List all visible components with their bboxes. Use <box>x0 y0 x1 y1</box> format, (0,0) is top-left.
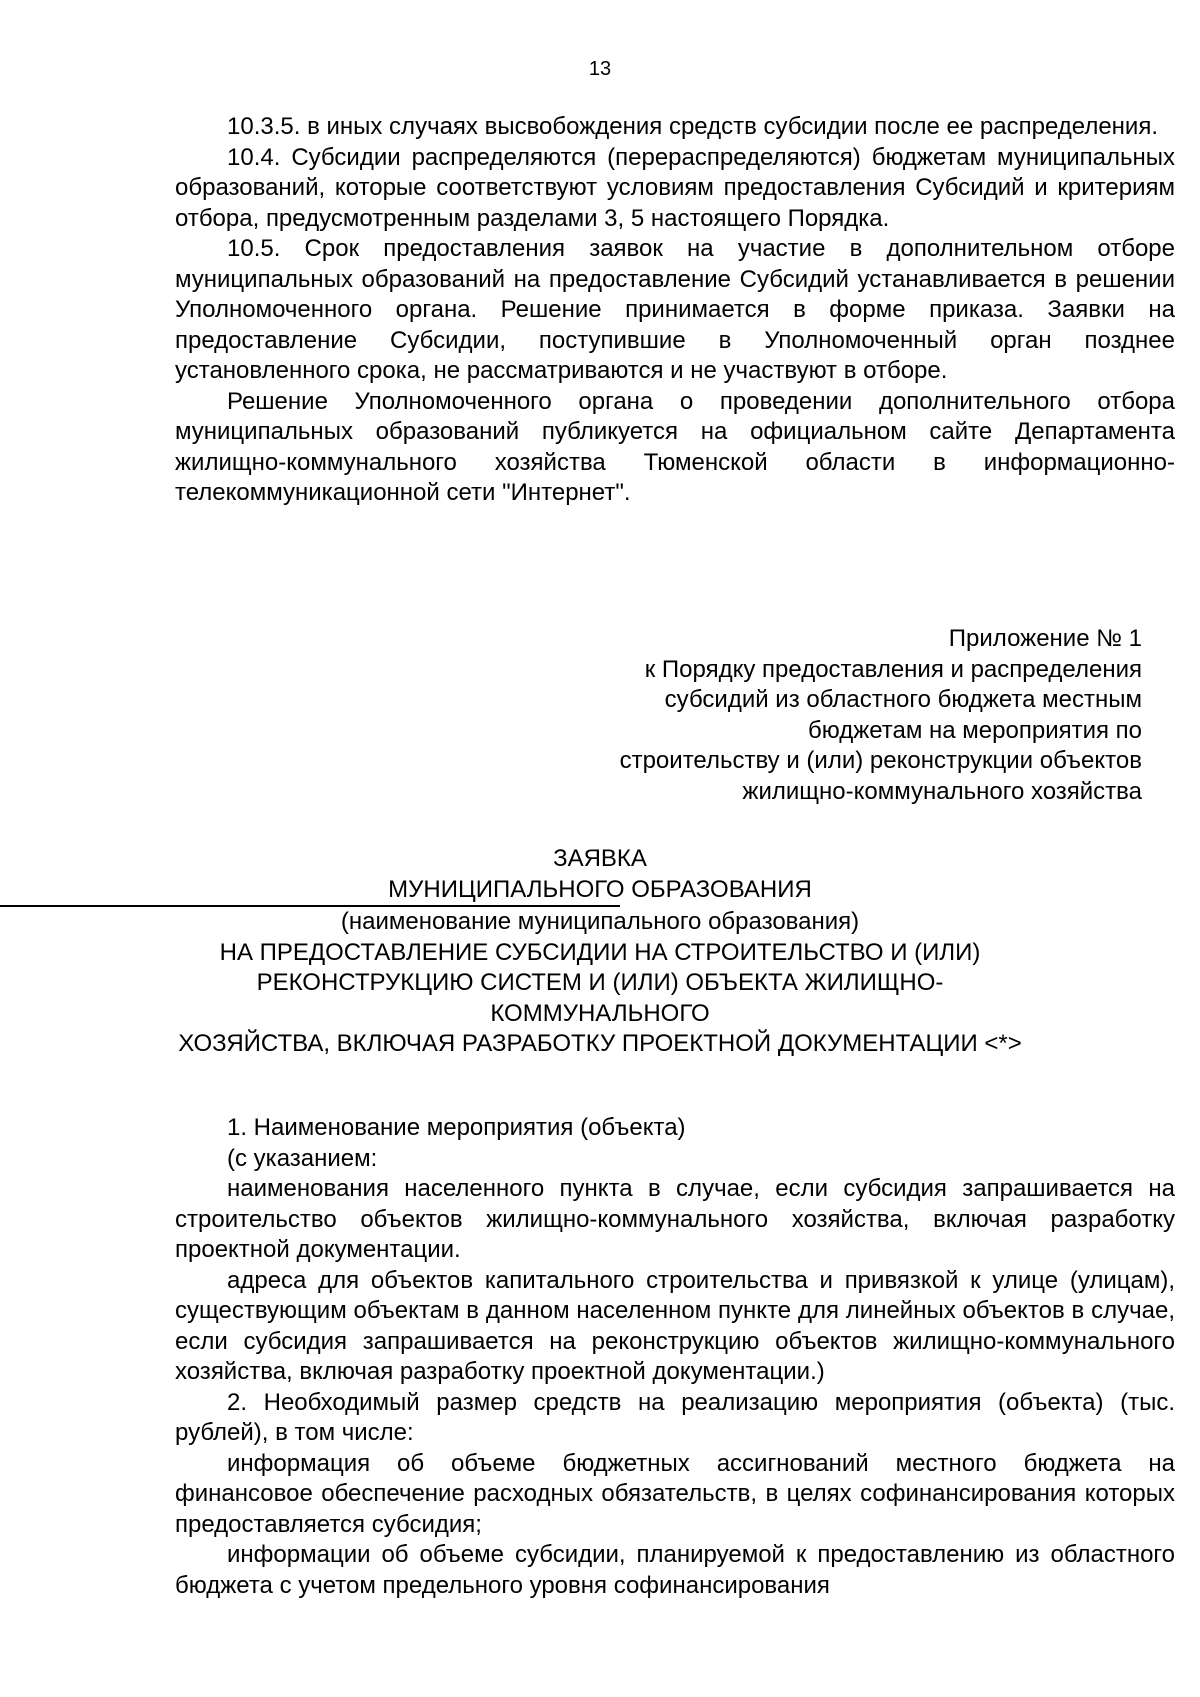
title-caption: (наименование муниципального образования) <box>340 908 860 935</box>
title-line: ХОЗЯЙСТВА, ВКЛЮЧАЯ РАЗРАБОТКУ ПРОЕКТНОЙ ДОКУМЕНТАЦИИ <*> <box>178 1030 1022 1057</box>
item-1-note: (с указанием: <box>227 1144 378 1172</box>
item-1-address: адреса для объектов капитального строительства и привязкой к улице (улицам), существующим объектам в данном населенном пункте для линейных объектов в случае, если субсидия запрашивается на реконструкцию объектов жилищно-коммунального хозяйства, включая разработку проектной документации.) <box>175 1266 1175 1385</box>
top-text-block <box>175 112 1175 509</box>
item-2-local-budget: информация об объеме бюджетных ассигнований местного бюджета на финансовое обеспечение расходных обязательств, в целях софинансирования которых предоставляется субсидия; <box>175 1449 1175 1538</box>
paragraph-10-5: 10.5. Срок предоставления заявок на участие в дополнительном отборе муниципальных образований на предоставление Субсидий устанавливается в решении Уполномоченного органа. Решение принимается в форме приказа. Заявки на предоставление Субсидии, поступившие в Уполномоченный орган позднее установленного срока, не рассматриваются и не участвуют в отборе. <box>175 235 1175 384</box>
title-line: РЕКОНСТРУКЦИЮ СИСТЕМ И (ИЛИ) ОБЪЕКТА ЖИЛИЩНО- <box>256 969 944 996</box>
appendix-line: строительству и (или) реконструкции объектов <box>619 747 1142 774</box>
page-number: 13 <box>588 58 612 80</box>
paragraph-10-4: 10.4. Субсидии распределяются (перераспределяются) бюджетам муниципальных образований, которые соответствуют условиям предоставления Субсидий и критериям отбора, предусмотренным разделами 3, 5 настоящего Порядка. <box>175 143 1175 232</box>
appendix-line: бюджетам на мероприятия по <box>807 716 1142 744</box>
item-2: 2. Необходимый размер средств на реализацию мероприятия (объекта) (тыс. рублей), в том числе: <box>175 1388 1175 1446</box>
title-line: ЗАЯВКА <box>553 845 647 872</box>
item-1-settlement: наименования населенного пункта в случае, если субсидия запрашивается на строительство объектов жилищно-коммунального хозяйства, включая разработку проектной документации. <box>175 1175 1175 1263</box>
item-1: 1. Наименование мероприятия (объекта) <box>227 1114 686 1141</box>
appendix-header <box>522 624 1142 807</box>
appendix-line: жилищно-коммунального хозяйства <box>742 777 1142 805</box>
bottom-text-block <box>175 1113 1175 1601</box>
title-line: МУНИЦИПАЛЬНОГО ОБРАЗОВАНИЯ <box>388 875 812 903</box>
title-line: НА ПРЕДОСТАВЛЕНИЕ СУБСИДИИ НА СТРОИТЕЛЬСТВО И (ИЛИ) <box>219 938 981 966</box>
item-2-regional-subsidy: информации об объеме субсидии, планируемой к предоставлению из областного бюджета с учетом предельного уровня софинансирования <box>175 1541 1175 1599</box>
appendix-number: Приложение № 1 <box>948 625 1142 652</box>
title-line: КОММУНАЛЬНОГО <box>490 999 710 1027</box>
appendix-line: к Порядку предоставления и распределения <box>644 655 1142 683</box>
paragraph-10-3-5: 10.3.5. в иных случаях высвобождения средств субсидии после ее распределения. <box>227 113 1158 140</box>
paragraph-decision: Решение Уполномоченного органа о проведении дополнительного отбора муниципальных образований публикуется на официальном сайте Департамента жилищно-коммунального хозяйства Тюменской области в информационно-телекоммуникационной сети "Интернет". <box>175 387 1175 506</box>
appendix-line: субсидий из областного бюджета местным <box>664 686 1142 713</box>
application-title <box>0 844 1200 1060</box>
